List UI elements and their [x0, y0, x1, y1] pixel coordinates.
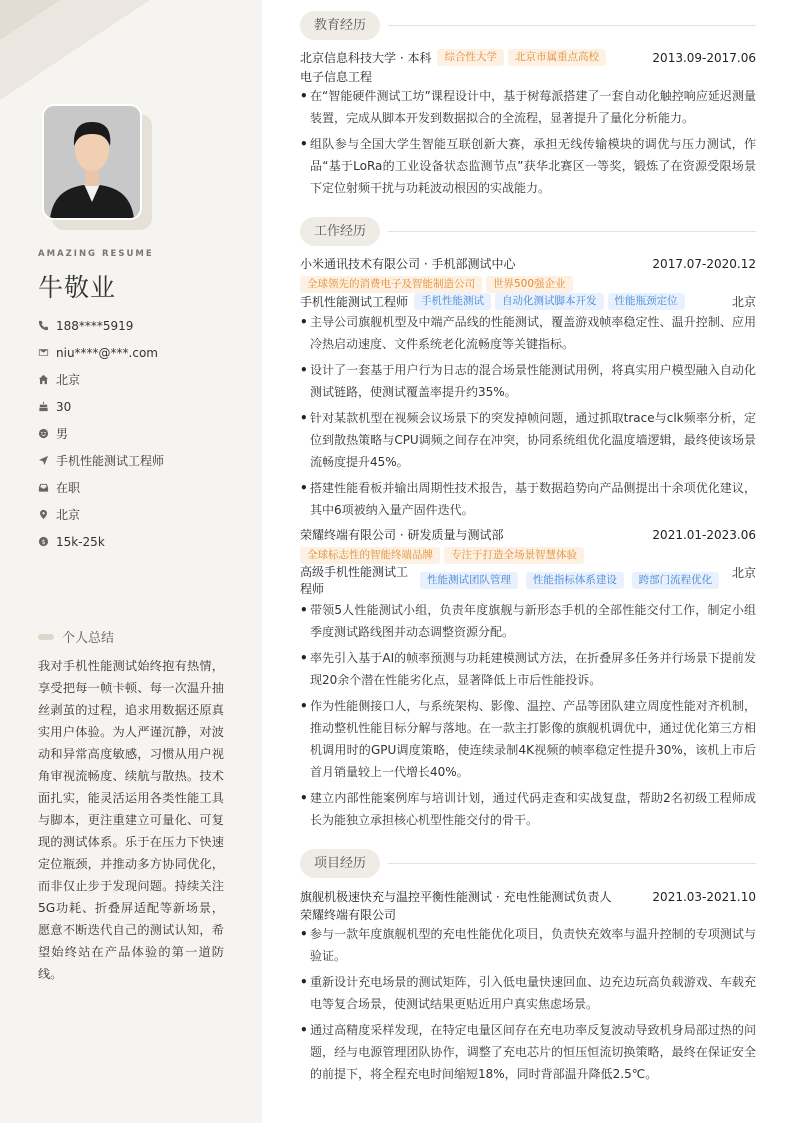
skill-tag: 手机性能测试: [414, 293, 491, 310]
list-item: • 主导公司旗舰机型及中端产品线的性能测试，覆盖游戏帧率稳定性、温升控制、应用冷热启动速度、文件系统老化流畅度等关键指标。: [300, 311, 756, 355]
section-divider: [388, 863, 756, 864]
education-bullets: [300, 85, 756, 203]
info-location: [38, 366, 164, 393]
list-item: • 重新设计充电场景的测试矩阵，引入低电量快速回血、边充边玩高负载游戏、车载充电等复合场景，使测试结果更贴近用户真实焦虑场景。: [300, 971, 756, 1015]
list-item: • 设计了一套基于用户行为日志的混合场景性能测试用例，将真实用户模型融入自动化测试链路，使测试覆盖率提升约35%。: [300, 359, 756, 403]
summary-title: 个人总结: [62, 631, 115, 646]
bullet-dot: •: [300, 927, 308, 941]
skill-tag: 自动化测试脚本开发: [495, 293, 604, 310]
job-bullets: [300, 599, 756, 835]
section-work-title: 工作经历: [300, 217, 380, 246]
job-city: 北京: [731, 566, 756, 580]
phone-text: 188****5919: [56, 318, 134, 333]
info-status: [38, 474, 164, 501]
company-tag: 世界500强企业: [486, 276, 573, 293]
bullet-dot: •: [300, 411, 308, 425]
home-icon: [38, 374, 56, 385]
bullet-dot: •: [300, 315, 308, 329]
education-header-row: [300, 49, 756, 66]
resume-tagline: AMAZING RESUME: [38, 249, 154, 259]
list-item: • 搭建性能看板并输出周期性技术报告，基于数据趋势向产品侧提出十余项优化建议，其中6项被纳入量产固件迭代。: [300, 477, 756, 521]
project-name: 旗舰机极速快充与温控平衡性能测试 · 充电性能测试负责人: [300, 890, 612, 904]
bullet-dot: •: [300, 651, 308, 665]
job-city: 北京: [731, 295, 756, 309]
bullet-dot: •: [300, 363, 308, 377]
avatar-photo: [42, 104, 142, 220]
project-bullets: [300, 923, 756, 1089]
send-icon: [38, 455, 56, 466]
section-education-title: 教育经历: [300, 11, 380, 40]
city-text: 北京: [56, 508, 81, 522]
list-item: • 率先引入基于AI的帧率预测与功耗建模测试方法，在折叠屏多任务并行场景下提前发现20余个潜在性能劣化点，显著降低上市后性能投诉。: [300, 647, 756, 691]
education-school: 北京信息科技大学 · 本科: [300, 51, 432, 65]
company-tag: 全球领先的消费电子及智能制造公司: [300, 276, 482, 293]
company-tag: 专注于打造全场景智慧体验: [444, 547, 584, 564]
info-email: [38, 339, 164, 366]
avatar: [42, 104, 142, 220]
mail-icon: [38, 347, 56, 358]
section-education-heading: [300, 11, 756, 40]
list-item: • 作为性能侧接口人，与系统架构、影像、温控、产品等团队建立周度性能对齐机制，推动整机性能目标分解与落地。在一款主打影像的旗舰机调优中，通过优化第三方相机调用时的GPU调度策略，使连续录制4K视频的帧率稳定性提升30%，该机上市后首月销量较上一代增长40%。: [300, 695, 756, 783]
education-date: 2013.09-2017.06: [652, 50, 756, 65]
list-item: • 通过高精度采样发现，在特定电量区间存在充电功率反复波动导致机身局部过热的问题，经与电源管理团队协作，调整了充电芯片的恒压恒流切换策略，最终在保证安全的前提下，将全程充电时间缩短18%，同时背部温升降低2.5℃。: [300, 1019, 756, 1085]
list-item: • 带领5人性能测试小组，负责年度旗舰与新形态手机的全部性能交付工作，制定小组季度测试路线图并动态调整资源分配。: [300, 599, 756, 643]
job-role-row: [300, 293, 756, 310]
job-header-row: [300, 526, 756, 543]
skill-tag: 性能瓶颈定位: [608, 293, 685, 310]
status-text: 在职: [56, 481, 81, 495]
job-date: 2021.01-2023.06: [652, 527, 756, 542]
job-role-row: [300, 564, 756, 598]
person-face-icon: [38, 428, 56, 439]
info-phone: [38, 312, 164, 339]
list-item: • 建立内部性能案例库与培训计划，通过代码走查和实战复盘，帮助2名初级工程师成长为能独立承担核心机型性能交付的骨干。: [300, 787, 756, 831]
project-company: 荣耀终端有限公司: [300, 908, 397, 922]
money-icon: [38, 536, 56, 547]
inbox-icon: [38, 482, 56, 493]
project-header-row: [300, 888, 756, 905]
phone-icon: [38, 320, 56, 331]
bullet-dot: •: [300, 481, 308, 495]
email-text: niu****@***.com: [56, 345, 158, 360]
candidate-name: 牛敬业: [38, 273, 117, 302]
info-age: [38, 393, 164, 420]
cake-icon: [38, 401, 56, 412]
job-company-tags: [300, 276, 756, 293]
job-company: 小米通讯技术有限公司 · 手机部测试中心: [300, 257, 516, 271]
skill-tag: 跨部门流程优化: [632, 572, 720, 589]
contact-info-list: [38, 312, 164, 555]
job-bullets: [300, 311, 756, 525]
education-tag: 北京市属重点高校: [508, 49, 606, 66]
education-major: 电子信息工程: [300, 70, 373, 84]
bullet-dot: •: [300, 699, 308, 713]
skill-tag: 性能测试团队管理: [420, 572, 518, 589]
bullet-dot: •: [300, 89, 308, 103]
section-projects-title: 项目经历: [300, 849, 380, 878]
salary-text: 15k-25k: [56, 534, 105, 549]
education-tag: 综合性大学: [437, 49, 504, 66]
summary-text: 我对手机性能测试始终抱有热情，享受把每一帧卡顿、每一次温升抽丝剥茧的过程，追求用数据还原真实用户体验。为人严谨沉静，对波动和异常高度敏感，习惯从用户视角审视流畅度、续航与散热。技术面扎实，能灵活运用各类性能工具与脚本，更注重建立可量化、可复现的测试体系。乐于在压力下快速定位瓶颈，并推动多方协同优化，而非仅止步于发现问题。持续关注5G功耗、折叠屏适配等新场景，愿意不断迭代自己的测试认知，希望始终站在产品体验的第一道防线。: [38, 659, 224, 981]
job-role: 高级手机性能测试工程师: [300, 565, 409, 596]
decorative-triangle-small: [0, 0, 60, 40]
info-salary: [38, 528, 164, 555]
summary-heading-bar: [38, 634, 54, 640]
info-city: [38, 501, 164, 528]
bullet-dot: •: [300, 791, 308, 805]
list-item: • 针对某款机型在视频会议场景下的突发掉帧问题，通过抓取trace与clk频率分析，定位到散热策略与CPU调频之间存在冲突，协同系统组优化温度墙逻辑，最终使该场景流畅度提升45%。: [300, 407, 756, 473]
job-company-tags: [300, 547, 756, 564]
section-projects-heading: [300, 849, 756, 878]
gender-text: 男: [56, 427, 69, 441]
map-pin-icon: [38, 509, 56, 520]
list-item: • 参与一款年度旗舰机型的充电性能优化项目，负责快充效率与温升控制的专项测试与验证。: [300, 923, 756, 967]
bullet-dot: •: [300, 137, 308, 151]
job-date: 2017.07-2020.12: [652, 256, 756, 271]
project-date: 2021.03-2021.10: [652, 889, 756, 904]
bullet-dot: •: [300, 1023, 308, 1037]
summary-heading: [38, 627, 114, 646]
svg-text:$: $: [41, 537, 46, 546]
info-gender: [38, 420, 164, 447]
section-divider: [388, 231, 756, 232]
section-work-heading: [300, 217, 756, 246]
age-text: 30: [56, 399, 72, 414]
location-text: 北京: [56, 373, 81, 387]
list-item: • 组队参与全国大学生智能互联创新大赛，承担无线传输模块的调优与压力测试，作品“基于LoRa的工业设备状态监测节点”获华北赛区一等奖，锻炼了在资源受限场景下定位射频干扰与功耗波动根因的实战能力。: [300, 133, 756, 199]
sidebar: [0, 0, 262, 1123]
job-header-row: [300, 255, 756, 272]
company-tag: 全球标志性的智能终端品牌: [300, 547, 440, 564]
job-company: 荣耀终端有限公司 · 研发质量与测试部: [300, 528, 504, 542]
section-divider: [388, 25, 756, 26]
skill-tag: 性能指标体系建设: [526, 572, 624, 589]
list-item: • 在“智能硬件测试工坊”课程设计中，基于树莓派搭建了一套自动化触控响应延迟测量装置，完成从脚本开发到数据拟合的全流程，显著提升了量化分析能力。: [300, 85, 756, 129]
job-role: 手机性能测试工程师: [300, 295, 409, 309]
bullet-dot: •: [300, 603, 308, 617]
bullet-dot: •: [300, 975, 308, 989]
position-text: 手机性能测试工程师: [56, 454, 165, 468]
info-position: [38, 447, 164, 474]
